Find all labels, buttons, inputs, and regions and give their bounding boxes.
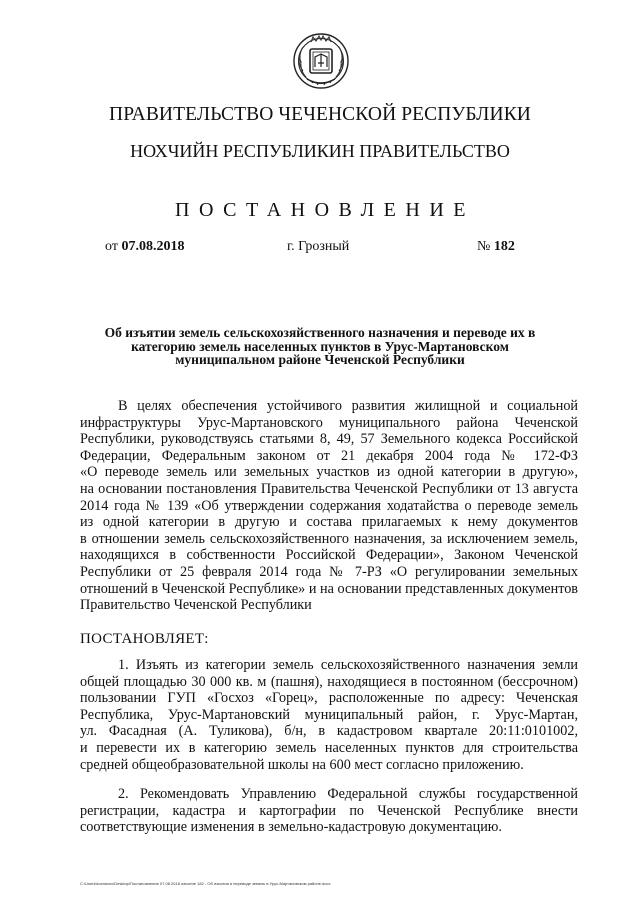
preamble-line: отношений в Чеченской Республике» и на основании представленных документов: [80, 580, 578, 597]
coat-of-arms-emblem: [293, 33, 349, 89]
decree-date: [105, 239, 184, 255]
clause-line: соответствующие изменения в земельно-кадастровую документацию.: [80, 819, 502, 836]
resolves-heading: ПОСТАНОВЛЯЕТ:: [80, 631, 209, 647]
preamble-line: инфраструктуры Урус-Мартановского муниципального района Чеченской: [80, 414, 578, 431]
document-type: ПОСТАНОВЛЕНИЕ: [175, 199, 475, 221]
decree-place: г. Грозный: [287, 239, 350, 254]
preamble-line: Федерации, Федеральным законом от 21 декабря 2004 года № 172-ФЗ: [80, 447, 578, 464]
clause-line: 1. Изъять из категории земель сельскохозяйственного назначения земли: [118, 657, 578, 673]
clause-line: 2. Рекомендовать Управлению Федеральной службы государственной: [118, 786, 578, 802]
preamble-line: 2014 года № 139 «Об утверждении содержания ходатайства о переводе земель: [80, 497, 578, 514]
clause-1: [80, 657, 578, 773]
preamble-line: находящихся в собственности Российской Федерации», Законом Чеченской: [80, 547, 578, 564]
clause-line: Республика, Урус-Мартановский муниципальный район, г. Урус-Мартан,: [80, 706, 578, 723]
clause-line: общей площадью 30 000 кв. м (пашня), находящиеся в постоянном (бессрочном): [80, 673, 578, 690]
clause-line: средней общеобразовательной школы на 600 мест согласно приложению.: [80, 756, 524, 773]
preamble-line: Правительство Чеченской Республики: [80, 597, 312, 614]
preamble-line: «О переводе земель или земельных участков из одной категории в другую»,: [80, 464, 578, 481]
clause-line: и перевести их в категорию земель населенных пунктов для строительства: [80, 739, 578, 756]
number-value: 182: [493, 239, 515, 254]
preamble: [80, 398, 578, 614]
clause-line: пользовании ГУП «Госхоз «Горец», расположенные по адресу: Чеченская: [80, 690, 578, 707]
clause-line: ул. Фасадная (А. Туликова), б/н, в кадастровом квартале 20:11:0101002,: [80, 723, 578, 740]
date-prefix: от: [105, 239, 122, 254]
preamble-line: Республики от 25 февраля 2014 года № 7-РЗ «О регулировании земельных: [80, 563, 578, 580]
government-title: ПРАВИТЕЛЬСТВО ЧЕЧЕНСКОЙ РЕСПУБЛИКИ: [109, 104, 531, 125]
preamble-line: в отношении земель сельскохозяйственного назначения, за исключением земель,: [80, 530, 578, 547]
clause-2: [80, 786, 578, 836]
government-subtitle: НОХЧИЙН РЕСПУБЛИКИН ПРАВИТЕЛЬСТВО: [130, 141, 510, 161]
preamble-line: на основании постановления Правительства Чеченской Республики от 13 августа: [80, 480, 578, 497]
clause-line: регистрации, кадастра и картографии по Чеченской Республике внести: [80, 802, 578, 819]
preamble-line: В целях обеспечения устойчивого развития жилищной и социальной: [118, 398, 578, 414]
number-prefix: №: [477, 239, 494, 254]
preamble-line: Республики, руководствуясь статьями 8, 49, 57 Земельного кодекса Российской: [80, 431, 578, 448]
file-path-footer: C:\Users\kurdanov\Desktop\Постановление 07.08.2018 изъятие 182 - Об изъятии и переводе земель в Урус-Мартановском районе.docx: [80, 881, 331, 886]
date-value: 07.08.2018: [121, 239, 185, 254]
decree-subject: Об изъятии земель сельскохозяйственного назначения и переводе их в категорию земель населенных пунктов в Урус-Мартановском муниципальном районе Чеченской Республики: [104, 325, 536, 367]
decree-number: [477, 239, 515, 255]
preamble-line: из одной категории в другую и состава прилагаемых к нему документов: [80, 514, 578, 531]
